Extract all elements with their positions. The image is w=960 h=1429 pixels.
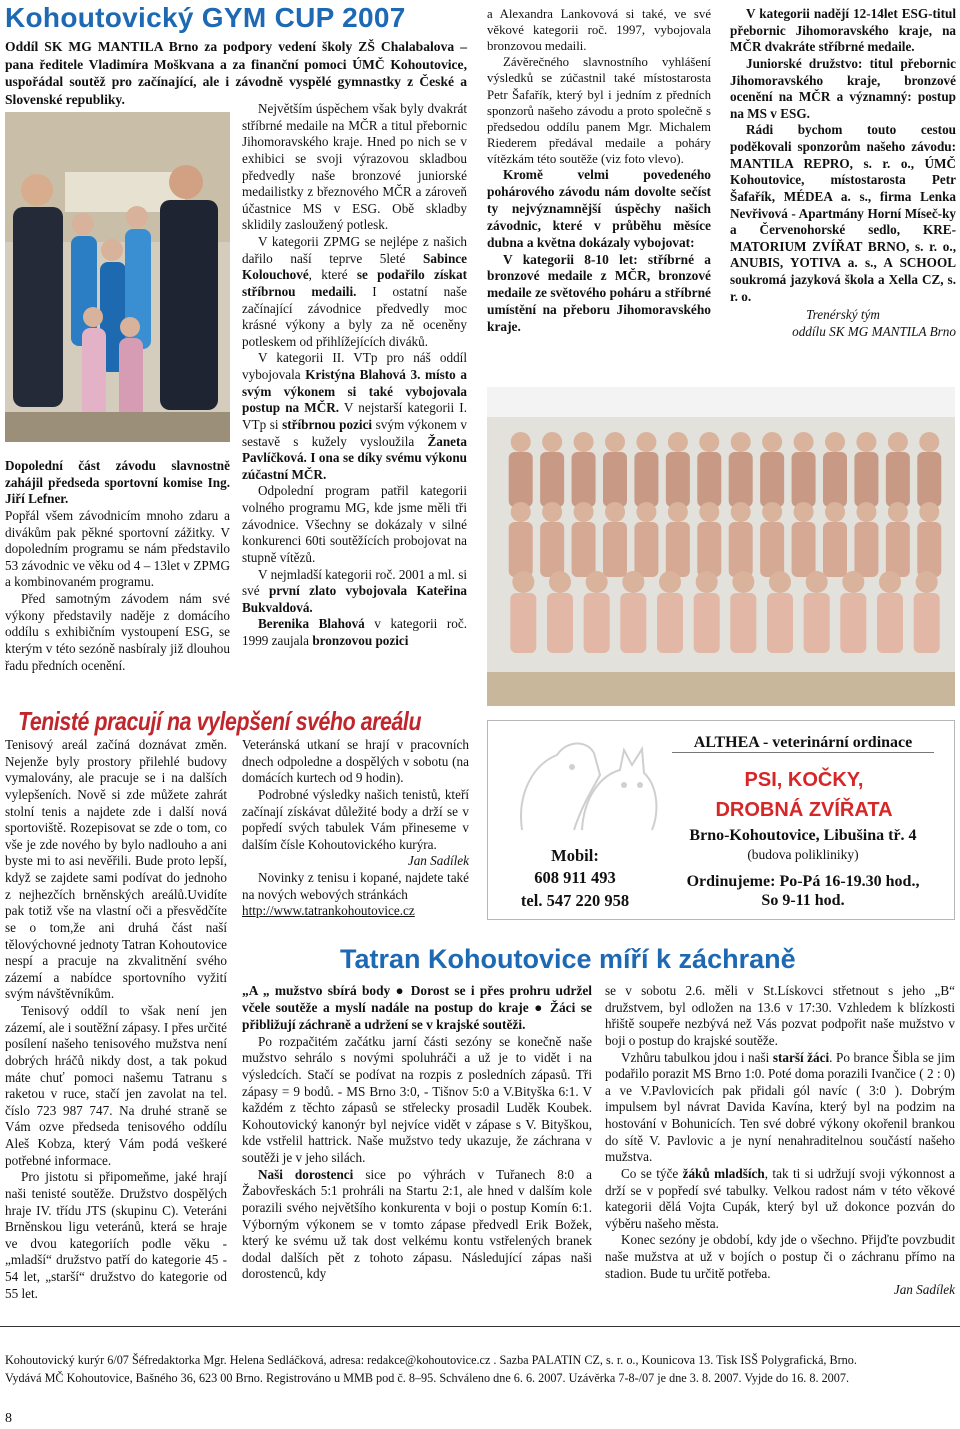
team-member-head (512, 571, 534, 593)
gym-paragraph: Berenika Blahová v kategorii roč. 1999 zaujala bronzovou pozici (242, 616, 467, 648)
tennis-paragraph: Podrobné výsledky našich tenistů, kteří začínají získávat důležité body a drží se v popředí svých tabulek Vám přineseme v dalším čísle Kohoutovického kurýra. Jan Sadílek (242, 786, 469, 869)
team-member-body (917, 452, 941, 507)
gym-column-3 (487, 6, 711, 336)
team-member-body (697, 452, 721, 507)
team-member-body (634, 522, 658, 577)
team-member-head (668, 502, 688, 522)
tatran-paragraph: Po rozpačitém začátku jarní části sezóny se konečně naše mužstvo sehrálo s novými spoluhráči a už je to vidět i na výsledcích. Stačí se podívat na rozpis z posledních zápasů. Tři zápasy = 9 bodů. - MS Brno 3:0, - Tišnov 5:0 a V.Bityška 6:1. V každém z těchto zápasů se střelecky prosadil Luděk Koubek. Kohoutovický kanonýr byl nejvíce vidět v zápase s V. Bityškou, kde vstřelil hattrick. Naše mužstvo tedy ukazuje, že záchrana v soutěži je v jeho silách. (242, 1033, 592, 1166)
tennis-paragraph: Tenisový areál začíná doznávat změn. Nejenže byly prostory přilehlé budovy vymalovány, ale pracuje se i na dalších vylepšeních. Nově si zde můžete zahrát stolní tenis a najdete zde i další nová sportoviště. Rozepisovat se zde o tom, co vše je zde nového by bylo nadlouho a ani byste mi to asi nevěřili. Bude proto lepší, když se zajdete sami podívat do jednoho z nejhezčích brněnských areálů.Uvidíte pak totiž vše na vlastní oči a přesvědčíte se o tom,že ani druhá část naší tělovýchovné jednoty Tatran Kohoutovice nespí a pracuje na zkvalitnění svého zázemí a nabídce sportovního vyžití svým návštěvníkům. (5, 737, 227, 1002)
team-member-body (792, 522, 816, 577)
team-member-head (574, 502, 594, 522)
team-member-body (694, 593, 720, 653)
team-member-head (732, 571, 754, 593)
tennis-paragraph: Tenisový oddíl to však není jen zázemí, ale i soutěžní zápasy. I přes určité posílení našeho tenisového mužstva není dobrých hráčů nikdy dost, a tak pokud máte chuť pomoci našemu Tatranu s raketou v ruce, stačí jen zavolat na tel. číslo 723 987 747. Na druhé straně se Vám ozve předseda tenisového oddílu Aleš Kobza, který Vám podá veškeré potřebné informace. (5, 1003, 227, 1168)
team-member-body (510, 593, 536, 653)
gym-article-intro: Oddíl SK MG MANTILA Brno za podpory vedení školy ZŠ Chalabalova – pana ředitele Vladimíra Moškvana a za finanční pomoci ÚMČ Kohoutovice, uspořádal soutěž pro začínající, ale i závodně vyspělé gymnastky z České a Slovenské republiky. (5, 39, 467, 108)
gym-paragraph: V kategorii nadějí 12-14let ESG-titul přebornic Jihomoravského kraje, na MČR dvakráte stříbrné medaile. (730, 6, 956, 55)
team-member-head (879, 571, 901, 593)
team-member-head (916, 571, 938, 593)
gym-column-4 (730, 6, 956, 341)
gym-paragraph: Kromě velmi povedeného pohárového závodu nám dovolte sečíst ty nejvýznamnější úspěchy našich závodnic, které v průběhu měsíce dubna a května dokázaly vybojovat: (487, 167, 711, 250)
mobile-number[interactable]: 608 911 493 (534, 868, 616, 888)
tennis-website-link[interactable]: http://www.tatrankohoutovice.cz (242, 903, 415, 919)
tatran-paragraph: Co se týče žáků mladších, tak ti si udržují svoji výkonnost a drží se v popředí své tabulky. Velkou radost nám v této věkové kategorii dělá Vojta Cupák, který byl už dokonce pozván do výběru našeho města. (605, 1165, 956, 1231)
team-member-head (605, 502, 625, 522)
team-member-body (823, 452, 847, 507)
team-member-head (574, 432, 594, 452)
gym-paragraph: Juniorské družstvo: titul přebornic Jihomoravského kraje, bronzové ocenění na MČR a významný: postup na MS v ESG. (730, 55, 956, 121)
vet-clinic-hours: Ordinujeme: Po-Pá 16-19.30 hod., So 9-11 hod. (686, 873, 920, 909)
tennis-paragraph: Novinky z tenisu i kopané, najdete také na nových webových stránkách (242, 870, 469, 902)
team-member-body (886, 522, 910, 577)
team-member-head (888, 502, 908, 522)
team-member-body (540, 522, 564, 577)
gym-paragraph: Dopolední část závodu slavnostně zahájil předseda sportovní komise Ing. Jiří Lefner. (5, 458, 230, 507)
gym-signature: Trenérský tým (806, 307, 880, 323)
award-ceremony-photo (5, 112, 230, 442)
team-member-head (919, 432, 939, 452)
footer-divider (0, 1326, 960, 1327)
tatran-column-2 (605, 983, 955, 1299)
team-member-body (540, 452, 564, 507)
team-member-body (572, 452, 596, 507)
gym-column-2 (242, 101, 467, 650)
award-ceremony-illustration (5, 112, 230, 442)
team-member-body (730, 593, 756, 653)
vet-clinic-headline: PSI, KOČKY, DROBNÁ ZVÍŘATA (715, 769, 893, 821)
team-member-body (792, 452, 816, 507)
team-member-head (549, 571, 571, 593)
team-member-head (636, 502, 656, 522)
team-member-head (699, 432, 719, 452)
team-member-head (825, 502, 845, 522)
gym-paragraph: V kategorii ZPMG se nejlépe z našich dařilo naší teprve 5leté Sabince Kolouchové, které se podařilo získat stříbrnou medaili. I ostatní naše začínající závodnice předvedly moc krásné výkony a byly za ně oceněny potleskem od přihlížejících diváků. (242, 234, 468, 349)
gym-signature: oddílu SK MG MANTILA Brno (792, 323, 956, 339)
team-member-head (622, 571, 644, 593)
team-member-head (696, 571, 718, 593)
team-member-body (767, 593, 793, 653)
tatran-article-title: Tatran Kohoutovice míří k záchraně (340, 944, 796, 974)
gym-paragraph: Rádi bychom touto cestou poděkovali sponzorům našeho závodu: MANTILA REPRO, s. r. o., ÚMČ Kohoutovice, místostarosta Petr Šafařík, MÉDEA a. s., firma Lenka Nevřivová - Apartmány Horní Míseč-ky a Červenohorské sedlo, KRE-MATORIUM ZVÍŘAT BRNO, s. r. o., ANUBIS, YOTIVA a. s., A SCHOOL soukromá jazyková škola a Xella CZ, s. r. o. (730, 122, 956, 304)
team-member-body (823, 522, 847, 577)
vet-clinic-location-note: (budova polikliniky) (747, 847, 859, 862)
vet-clinic-address: Brno-Kohoutovice, Libušina tř. 4 (689, 827, 917, 844)
page-number: 8 (5, 1411, 12, 1426)
tatran-paragraph: se v sobotu 2.6. měli v St.Lískovci střetnout s jeho „B“ družstvem, byl odložen na 13.6 v 17:30. Vzhledem k blízkosti hřiště soupeře nezbývá než Vás pozvat podpořit naše mužstvo v boji o postup do krajské soutěže. (605, 983, 955, 1048)
team-photo (487, 387, 955, 706)
team-member-head (794, 502, 814, 522)
tennis-article-title: Tenisté pracují na vylepšení svého areálu (18, 706, 422, 736)
team-member-head (856, 432, 876, 452)
masthead: Kohoutovický kurýr 6/07 Šéfredaktorka Mgr. Helena Sedláčková, adresa: redakce@kohoutovice.cz . Sazba PALATIN CZ, s. r. o., Kounicova 13. Tisk ISŠ Polygrafická, Brno. Vydává MČ Kohoutovice, Bašného 36, 623 00 Brno. Registrováno u MMB pod č. 8–95. Schváleno dne 6. 6. 2007. Uzávěrka 7-8-/07 je dne 3. 8. 2007. Vyjde do 16. 8. 2007. (5, 1353, 857, 1386)
vet-clinic-contact: Mobil: 608 911 493 tel. 547 220 958 (505, 845, 645, 912)
gym-column-1 (5, 458, 230, 674)
team-photo-illustration (487, 387, 955, 706)
team-member-head (636, 432, 656, 452)
dog-and-cat-icon (512, 735, 662, 840)
team-member-head (842, 571, 864, 593)
tatran-signature: Jan Sadílek (893, 1282, 955, 1298)
gym-paragraph: Odpolední program patřil kategorii volného programu MG, kde jsme měli tři závodnice. Všechny se dokázaly v silné konkurenci 60ti soutěžících probojovat na stupně vítězů. (242, 483, 467, 565)
team-member-head (806, 571, 828, 593)
team-member-body (917, 522, 941, 577)
team-member-body (603, 522, 627, 577)
team-member-head (731, 502, 751, 522)
team-member-body (877, 593, 903, 653)
team-member-head (605, 432, 625, 452)
gym-paragraph: V nejmladší kategorii roč. 2001 a ml. si své první zlato vybojovala Kateřina Bukvaldová. (242, 566, 467, 615)
team-member-head (825, 432, 845, 452)
tatran-lead: „A „ mužstvo sbírá body ● Dorost se i přes prohru udržel včele soutěže a myslí nadále na postup do kraje ● Žáci se přibližují záchraně a udržení se v krajské soutěži. (242, 983, 592, 1032)
team-member-body (854, 452, 878, 507)
team-member-body (760, 452, 784, 507)
tennis-column-2 (242, 737, 469, 920)
team-member-body (572, 522, 596, 577)
team-member-body (886, 452, 910, 507)
team-member-body (697, 522, 721, 577)
team-member-body (760, 522, 784, 577)
team-member-body (657, 593, 683, 653)
team-member-body (729, 522, 753, 577)
gym-paragraph: Popřál všem závodnicím mnoho zdaru a divákům pak pěkné sportovní zážitky. V dopoledním programu se nám představilo 53 závodnic ve věku od 4 – 13let v ZPMG a kombinovaném programu. (5, 507, 230, 590)
tennis-signature: Jan Sadílek (407, 853, 469, 869)
team-member-head (511, 502, 531, 522)
team-member-head (888, 432, 908, 452)
team-member-head (794, 432, 814, 452)
team-member-head (769, 571, 791, 593)
tatran-paragraph: Vzhůru tabulkou jdou i naši starší žáci. Po brance Šibla se jim podařilo porazit MS Brno 1:0. Poté doma porazili Ivančice ( 2 : 0) a ve V.Pavlovicích pak přidali gól navíc ( 3:0 ). Dobrým impulsem byl návrat Davida Kavína, který byl na podzim na hostování v Bohunicích. Ten své dobré výkony okořenil brankou do sítě V. Pavlovic a je nyní nenahraditelnou součástí našeho mužstva. (605, 1049, 955, 1165)
team-member-body (666, 452, 690, 507)
team-member-body (547, 593, 573, 653)
tennis-paragraph: Veteránská utkaní se hrají v pracovních dnech odpoledne a dospělých v sobotu (na domácích kurtech od 9 hodin). (242, 737, 469, 786)
phone-number[interactable]: tel. 547 220 958 (520, 890, 630, 910)
team-member-head (668, 432, 688, 452)
team-member-head (762, 432, 782, 452)
team-member-body (509, 452, 533, 507)
team-member-head (762, 502, 782, 522)
gym-paragraph: a Alexandra Lankovová si také, ve své věkové kategorii roč. 1997, vybojovala bronzovou medaili. (487, 7, 711, 54)
team-member-head (919, 502, 939, 522)
gym-paragraph: Před samotným závodem nám své výkony představily naděje z domácího oddílu s exhibičním vystoupení ESG, se kterým v této sezóně nasbíraly již dlouhou řadu předních ocenění. (5, 591, 230, 673)
team-member-body (840, 593, 866, 653)
gym-article-title: Kohoutovický GYM CUP 2007 (5, 2, 406, 33)
gym-paragraph: Největším úspěchem však byly dvakrát stříbrné medaile na MČR a titul přebornic Jihomoravského kraje. Hned po nich se v exhibici se svoji výrazovou skladbou předvedly naše bronzové juniorské medailistky z březnového MČR a zároveň účastnice MS v ESG. Obě skladby sklidily zasloužený potlesk. (242, 101, 467, 233)
team-member-body (666, 522, 690, 577)
team-member-body (584, 593, 610, 653)
team-member-body (634, 452, 658, 507)
team-member-body (729, 452, 753, 507)
team-member-head (586, 571, 608, 593)
team-member-head (659, 571, 681, 593)
team-member-body (854, 522, 878, 577)
pets-illustration (512, 735, 662, 840)
team-member-head (731, 432, 751, 452)
tennis-paragraph: Pro jistotu si připomeňme, jaké hrají naši tenisté soutěže. Družstvo dospělých hraje IV. třídu JTS (skupinu C). Veteráni Brněnskou ligu veteránů, která se hraje ve dvou kategoriích podle věku - „mladší“ družstvo patří do kategorie 45 - 54 let, „starší“ družstvo do kategorie od 55 let. (5, 1169, 227, 1301)
team-member-head (856, 502, 876, 522)
tatran-column-1 (242, 983, 592, 1283)
team-member-body (509, 522, 533, 577)
gym-paragraph: V kategorii 8-10 let: stříbrné a bronzové medaile z MČR, bronzové medaile ze světového poháru a stříbrné umístění na přeboru Jihomoravského kraje. (487, 251, 711, 335)
tennis-column-1 (5, 737, 227, 1302)
team-member-head (542, 502, 562, 522)
team-member-head (542, 432, 562, 452)
team-member-body (914, 593, 940, 653)
tatran-paragraph: Naši dorostenci sice po výhrách v Tuřanech 8:0 a Žabovřeskách 5:1 prohráli na Startu 2:1, ale hned v dalším kole porazili svého největšího konkurenta v boji o postup Komín 6:1. Výborným výkonem se v tomto zápase předvedl Erik Božek, který ke svému už tak dost velkému kontu vstřelených branek dodal dalších pět z tohoto zápasu. Následující zápas naši dorostenců, kdy (242, 1166, 593, 1282)
gym-paragraph: V kategorii II. VTp pro náš oddíl vybojovala Kristýna Blahová 3. místo a svým výkonem si také vybojovala postup na MČR. V nejstarší kategorii I. VTp si stříbrnou pozici svým výkonem v sestavě s kužely vysloužila Žaneta Pavlíčková. I ona se díky svému výkonu zúčastní MČR. (242, 350, 468, 482)
team-member-body (603, 452, 627, 507)
team-member-body (804, 593, 830, 653)
vet-clinic-name: ALTHEA - veterinární ordinace (693, 734, 913, 751)
team-member-body (620, 593, 646, 653)
team-member-head (511, 432, 531, 452)
ad-divider (672, 752, 934, 753)
team-member-head (699, 502, 719, 522)
gym-paragraph: Závěrečného slavnostního vyhlášení výsledků se zúčastnil také místostarosta Petr Šafařík, který byl i jedním z předních sponzorů našeho závodu a proto společně s předsedou oddílu panem Mgr. Michalem Riederem předával medaile a poháry vítězkám této soutěže (viz foto vlevo). (487, 55, 711, 166)
tatran-paragraph: Konec sezóny je období, kdy jde o všechno. Přijďte povzbudit naše mužstva at už v bojích o postup či o záchranu přímo na stadion. Bude tu určitě potřeba. (605, 1232, 955, 1281)
